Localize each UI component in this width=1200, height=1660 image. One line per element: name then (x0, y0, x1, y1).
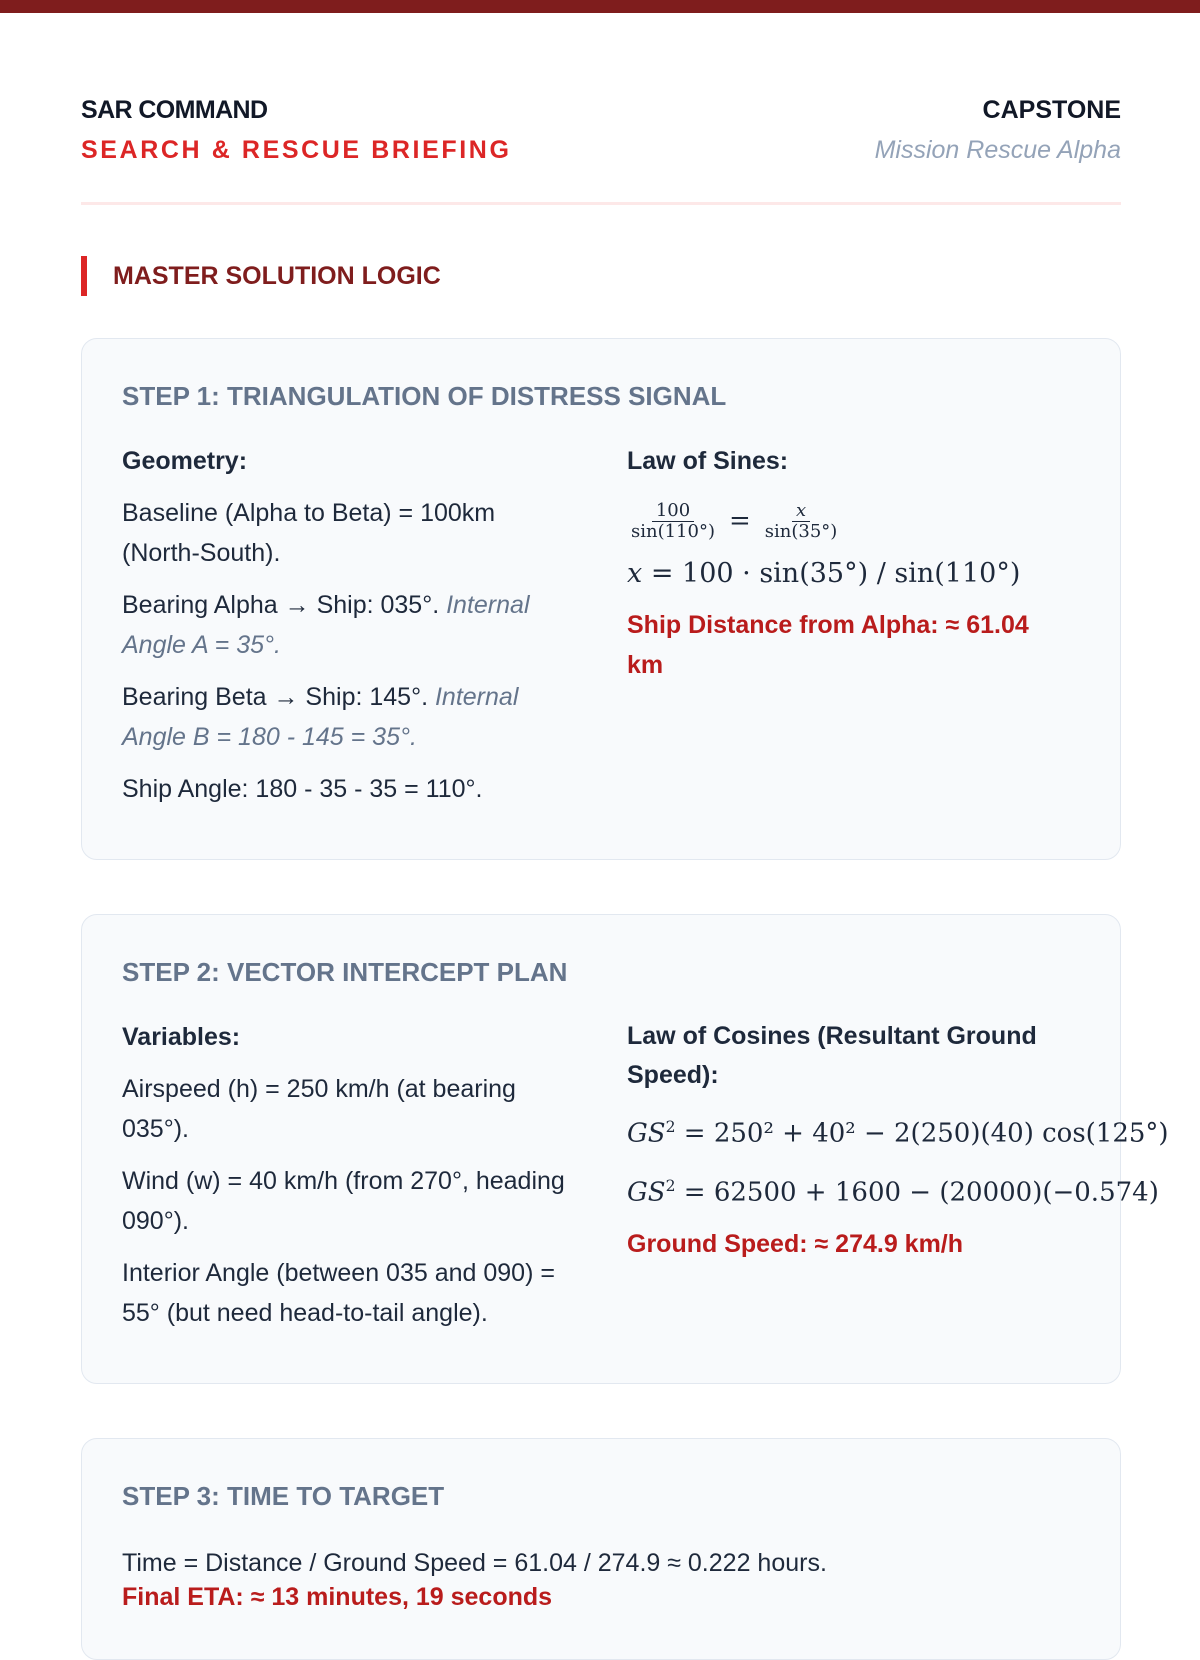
law-of-cosines-label: Law of Cosines (Resultant Ground Speed): (627, 1022, 1037, 1089)
ground-speed-result: Ground Speed: ≈ 274.9 km/h (627, 1230, 964, 1259)
ratio-fraction-left: $\frac{100}{\sin(110^\circ)}$ (631, 499, 715, 542)
bearing-beta-paragraph (122, 677, 567, 757)
ratio-fraction-right: $\frac{x}{\sin(35^\circ)}$ (764, 499, 838, 542)
step3-title: STEP 3: TIME TO TARGET (122, 1481, 445, 1511)
step2-title: STEP 2: VECTOR INTERCEPT PLAN (122, 957, 568, 987)
step1-card (81, 338, 1121, 860)
law-of-sines-ratio: $\frac{100}{\sin(110^\circ)}$ = $\frac{x}{\sin(35^\circ)}$ (627, 493, 1057, 549)
gs-equation-1: $GS^2 = 250^2 + 40^2 - 2(250)(40)$ cos(125°) (627, 1118, 1169, 1149)
step3-body (122, 1543, 1082, 1617)
time-calculation-text: Time = Distance / Ground Speed = 61.04 / 274.9 ≈ 0.222 hours. (122, 1549, 827, 1577)
step2-right-column (627, 1017, 1169, 1264)
bearing-beta-text: Bearing Beta → Ship: 145°. (122, 683, 429, 711)
top-accent-bar (0, 0, 1200, 13)
law-of-sines-label: Law of Sines: (627, 447, 789, 475)
project-label: CAPSTONE (982, 96, 1121, 124)
ship-angle-text: Ship Angle: 180 - 35 - 35 = 110°. (122, 775, 483, 803)
section-title: MASTER SOLUTION LOGIC (81, 256, 441, 296)
geometry-label: Geometry: (122, 447, 248, 475)
briefing-subtitle: SEARCH & RESCUE BRIEFING (81, 136, 512, 164)
step1-right-column (627, 441, 1057, 685)
step1-title: STEP 1: TRIANGULATION OF DISTRESS SIGNAL (122, 381, 727, 411)
bearing-alpha-text: Bearing Alpha → Ship: 035°. (122, 591, 440, 619)
variables-label: Variables: (122, 1023, 241, 1051)
baseline-text: Baseline (Alpha to Beta) = 100km (North-South). (122, 499, 496, 567)
ship-distance-result: Ship Distance from Alpha: ≈ 61.04 km (627, 611, 1029, 679)
step1-left-column (122, 441, 567, 821)
brand-title: SAR COMMAND (81, 96, 268, 124)
wind-text: Wind (w) = 40 km/h (from 270°, heading 090°). (122, 1167, 565, 1235)
step3-card (81, 1438, 1121, 1660)
angle-a-note: Internal Angle A = 35°. (122, 591, 530, 659)
step2-card (81, 914, 1169, 1384)
page-header (81, 96, 1121, 205)
bearing-alpha-paragraph (122, 585, 567, 665)
interior-angle-text: Interior Angle (between 035 and 090) = 55° (but need head-to-tail angle). (122, 1259, 555, 1327)
final-eta-result: Final ETA: ≈ 13 minutes, 19 seconds (122, 1583, 553, 1611)
mission-name: Mission Rescue Alpha (874, 136, 1121, 164)
angle-b-note: Internal Angle B = 180 - 145 = 35°. (122, 683, 519, 751)
distance-equation: x = 100 · sin(35°) / sin(110°) (627, 558, 1021, 589)
gs-equation-2: $GS^2 = 62500 + 1600 - (20000)(-0.574)$ (627, 1176, 1159, 1208)
airspeed-text: Airspeed (h) = 250 km/h (at bearing 035°). (122, 1075, 516, 1143)
step2-left-column (122, 1017, 567, 1345)
